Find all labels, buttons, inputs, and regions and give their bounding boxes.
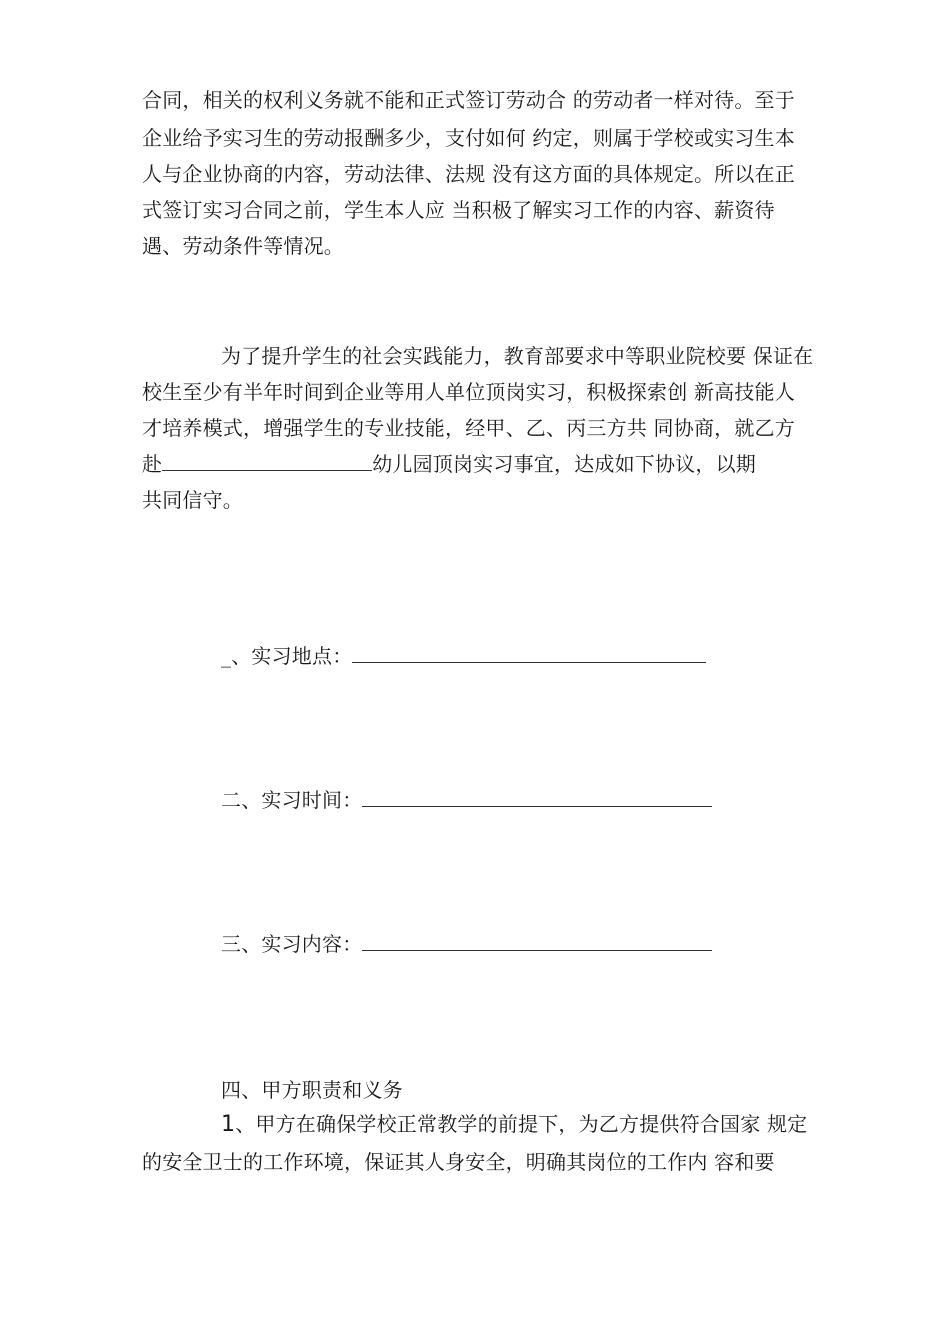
paragraph1-line-1: 合同，相关的权利义务就不能和正式签订劳动合 的劳动者一样对待。至于 [142,88,795,112]
paragraph2-line-4-suffix: 幼儿园顶岗实习事宜，达成如下协议，以期 [372,452,757,476]
paragraph2-line-4 [142,450,822,478]
location-label: _、实习地点： [221,644,353,668]
paragraph2-line-2: 校生至少有半年时间到企业等用人单位顶岗实习，积极探索创 新高技能人 [142,380,795,404]
paragraph1-line-2: 企业给予实习生的劳动报酬多少，支付如何 约定，则属于学校或实习生本 [142,126,795,150]
time-blank[interactable] [362,786,712,807]
content-blank[interactable] [362,930,712,951]
paragraph1-line-4: 式签订实习合同之前，学生本人应 当积极了解实习工作的内容、薪资待 [142,198,775,222]
paragraph1-line-5: 遇、劳动条件等情况。 [142,234,344,258]
item1-number: 1 [221,1112,236,1137]
location-blank[interactable] [352,642,706,663]
item1-text: 、甲方在确保学校正常教学的前提下，为乙方提供符合国家 规定 [235,1112,808,1136]
time-label: 二、实习时间： [221,788,363,812]
paragraph2-line-5: 共同信守。 [142,488,243,512]
section4-item1-line1 [221,1110,821,1139]
section4-heading: 四、甲方职责和义务 [221,1078,403,1102]
paragraph2-line-4-prefix: 赴 [142,452,163,476]
paragraph1-line-3: 人与企业协商的内容，劳动法律、法规 没有这方面的具体规定。所以在正 [142,162,795,186]
field-content [221,930,721,958]
paragraph2-line-3: 才培养模式，增强学生的专业技能，经甲、乙、丙三方共 同协商，就乙方 [142,416,795,440]
paragraph2-line-1: 为了提升学生的社会实践能力，教育部要求中等职业院校要 保证在 [221,344,814,368]
field-location [221,642,721,670]
kindergarten-name-blank[interactable] [162,450,372,471]
content-label: 三、实习内容： [221,932,363,956]
field-time [221,786,721,814]
section4-item1-line2: 的安全卫士的工作环境，保证其人身安全，明确其岗位的工作内 容和要 [142,1150,775,1174]
